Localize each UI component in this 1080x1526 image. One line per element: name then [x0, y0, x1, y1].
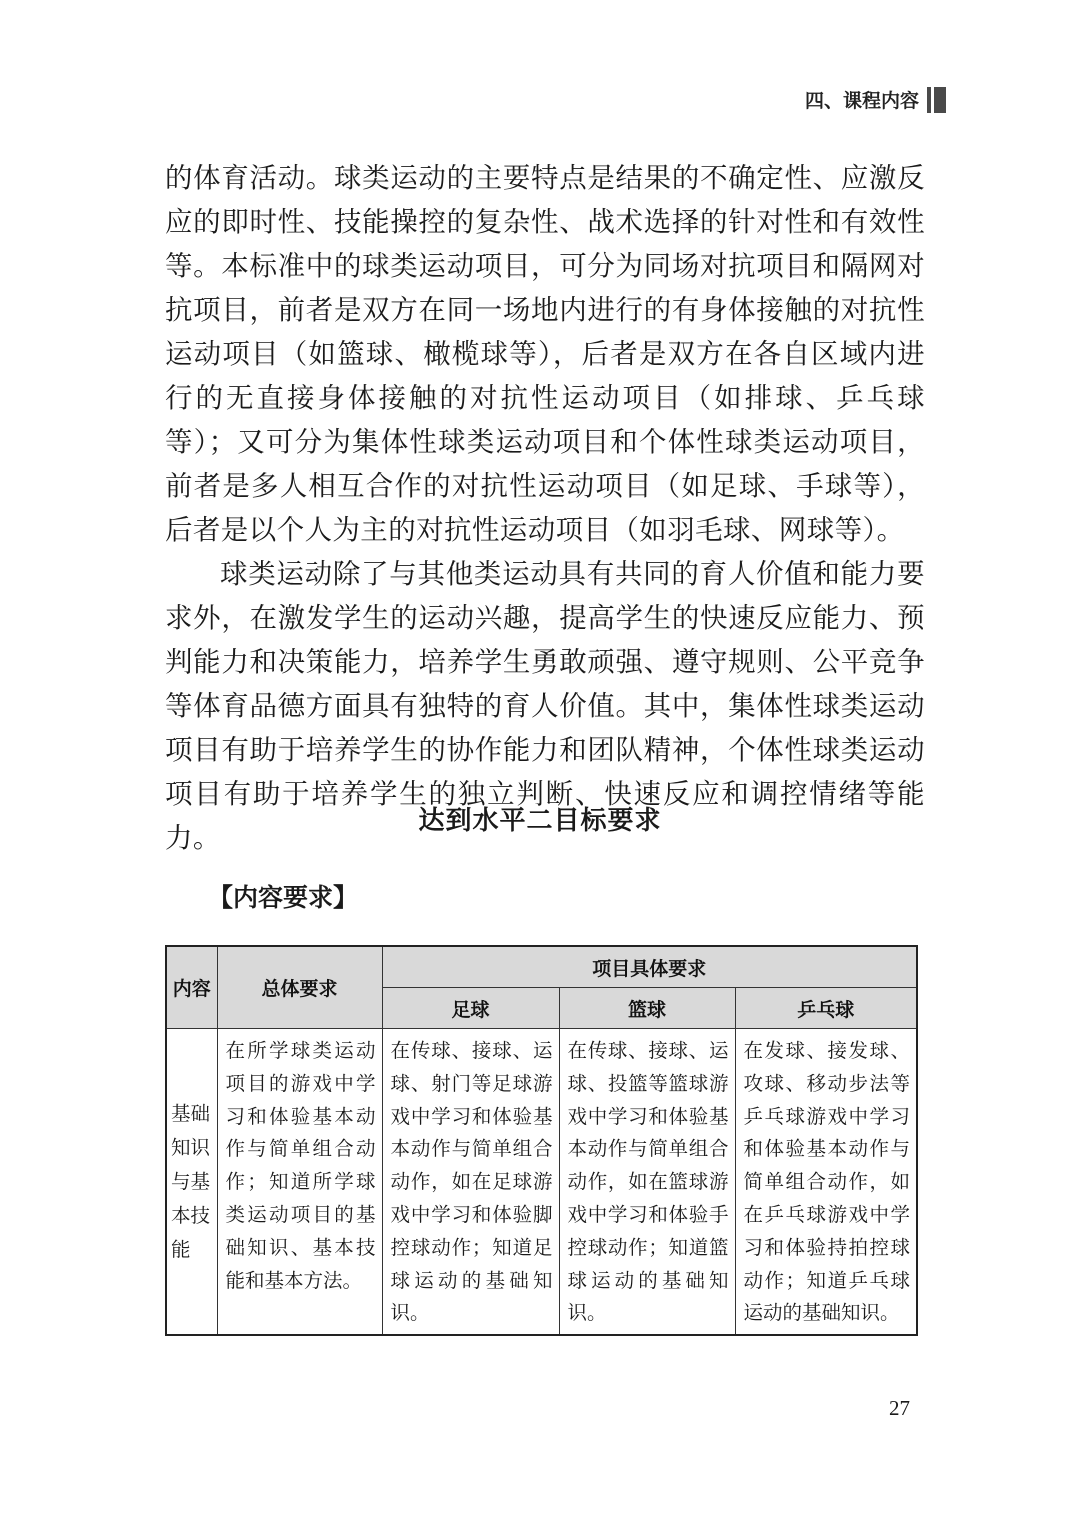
page-number: 27 [889, 1396, 910, 1420]
cell-football: 在传球、接球、运球、射门等足球游戏中学习和体验基本动作与简单组合动作，如在足球游戏中学习和体验脚控球动作；知道足球运动的基础知识。 [382, 1029, 559, 1336]
header-bar-thin [927, 87, 931, 113]
section-title: 达到水平二目标要求 [418, 806, 662, 836]
subsection-title: 【内容要求】 [208, 883, 359, 912]
cell-basketball: 在传球、接球、运球、投篮等篮球游戏中学习和体验基本动作与简单组合动作，如在篮球游戏中学习和体验手控球动作；知道篮球运动的基础知识。 [559, 1029, 735, 1336]
cell-category [166, 1029, 217, 1336]
header-specific: 项目具体要求 [382, 946, 917, 988]
paragraph-1: 的体育活动。球类运动的主要特点是结果的不确定性、应激反应的即时性、技能操控的复杂性、战术选择的针对性和有效性等。本标准中的球类运动项目，可分为同场对抗项目和隔网对抗项目，前者是双方在同一场地内进行的有身体接触的对抗性运动项目（如篮球、橄榄球等），后者是双方在各自区域内进行的无直接身体接触的对抗性运动项目（如排球、乒乓球等）；又可分为集体性球类运动项目和个体性球类运动项目，前者是多人相互合作的对抗性运动项目（如足球、手球等），后者是以个人为主的对抗性运动项目（如羽毛球、网球等）。 [165, 162, 925, 546]
running-header [805, 86, 946, 113]
chapter-title: 四、课程内容 [804, 90, 919, 112]
header-bar-mark [927, 87, 946, 113]
table-header-row [166, 946, 917, 988]
header-content: 内容 [166, 946, 217, 1029]
header-football: 足球 [382, 988, 559, 1029]
category-text: 基础知识与基本技能 [171, 1101, 211, 1261]
table-row [166, 1029, 917, 1336]
header-basketball: 篮球 [559, 988, 735, 1029]
body-text [165, 156, 925, 860]
content-requirements-table [165, 945, 918, 1336]
paragraph-2: 球类运动除了与其他类运动具有共同的育人价值和能力要求外，在激发学生的运动兴趣，提高学生的快速反应能力、预判能力和决策能力，培养学生勇敢顽强、遵守规则、公平竞争等体育品德方面具有独特的育人价值。其中，集体性球类运动项目有助于培养学生的协作能力和团队精神，个体性球类运动项目有助于培养学生的独立判断、快速反应和调控情绪等能力。 [165, 558, 925, 854]
header-pingpong: 乒乓球 [735, 988, 917, 1029]
cell-overall: 在所学球类运动项目的游戏中学习和体验基本动作与简单组合动作；知道所学球类运动项目的基础知识、基本技能和基本方法。 [217, 1029, 382, 1336]
header-bar-thick [934, 87, 946, 113]
cell-pingpong: 在发球、接发球、攻球、移动步法等乒乓球游戏中学习和体验基本动作与简单组合动作，如在乒乓球游戏中学习和体验持拍控球动作；知道乒乓球运动的基础知识。 [735, 1029, 917, 1336]
header-overall: 总体要求 [217, 946, 382, 1029]
